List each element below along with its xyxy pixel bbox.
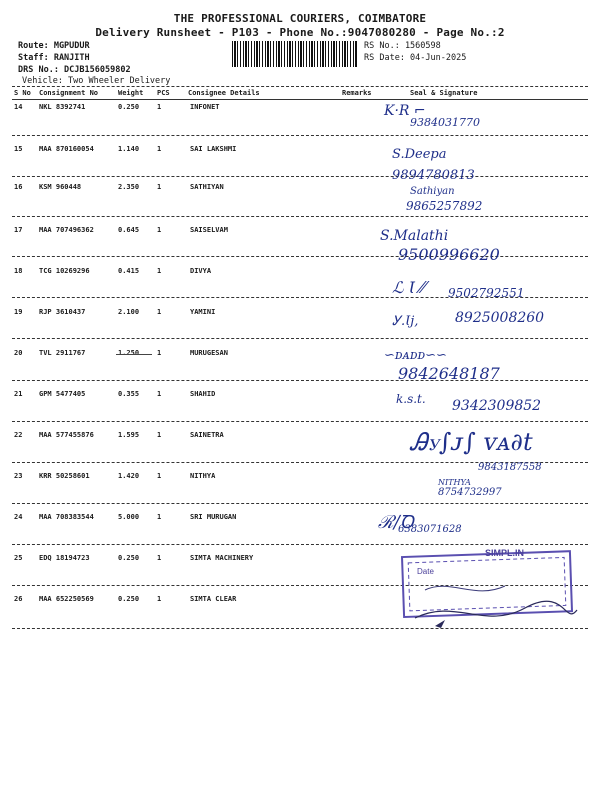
row-pcs: 1	[157, 183, 162, 191]
row-sno: 18	[14, 267, 23, 275]
phone-22: 9843187558	[478, 462, 542, 473]
signature-16: Sathiyan	[410, 186, 455, 197]
row-pcs: 1	[157, 431, 162, 439]
staff-label: Staff: RANJITH	[18, 53, 90, 63]
strike-mark	[116, 354, 152, 355]
table-row	[0, 472, 600, 513]
signature-19: Ꭹ.Ꙇj,	[392, 314, 419, 329]
row-consignment: MAA 708383544	[39, 513, 94, 521]
col-consignee: Consignee Details	[188, 89, 260, 97]
phone-23: 8754732997	[438, 487, 502, 498]
row-divider	[12, 256, 588, 257]
row-pcs: 1	[157, 226, 162, 234]
col-pcs: PCS	[157, 89, 170, 97]
row-pcs: 1	[157, 349, 162, 357]
row-sno: 16	[14, 183, 23, 191]
row-weight: 0.250	[118, 554, 140, 562]
row-consignee: SHAHID	[190, 390, 216, 398]
row-weight: 1.595	[118, 431, 140, 439]
row-weight: 2.100	[118, 308, 140, 316]
signature-18: ℒ Ꙇ ⁄⁄	[392, 278, 426, 297]
row-consignee: INFONET	[190, 103, 220, 111]
row-divider	[12, 421, 588, 422]
row-divider	[12, 176, 588, 177]
phone-21: 9342309852	[452, 398, 542, 414]
runsheet-subtitle: Delivery Runsheet - P103 - Phone No.:9047080280 - Page No.:2	[95, 26, 505, 39]
row-pcs: 1	[157, 145, 162, 153]
row-consignee: SAINETRA	[190, 431, 224, 439]
phone-24: 6383071628	[398, 524, 462, 535]
row-consignment: TCG 10269296	[39, 267, 90, 275]
row-divider	[12, 503, 588, 504]
company-title: THE PROFESSIONAL COURIERS, COIMBATORE	[173, 12, 427, 25]
row-consignee: SAISELVAM	[190, 226, 228, 234]
row-sno: 21	[14, 390, 23, 398]
row-pcs: 1	[157, 513, 162, 521]
row-pcs: 1	[157, 595, 162, 603]
row-consignment: TVL 2911767	[39, 349, 86, 357]
row-sno: 23	[14, 472, 23, 480]
row-weight: 0.250	[118, 103, 140, 111]
row-pcs: 1	[157, 554, 162, 562]
row-consignee: MURUGESAN	[190, 349, 228, 357]
table-row	[0, 145, 600, 186]
row-sno: 15	[14, 145, 23, 153]
row-weight: 0.250	[118, 595, 140, 603]
row-consignee: YAMINI	[190, 308, 216, 316]
rs-date: RS Date: 04-Jun-2025	[364, 53, 467, 63]
table-row	[0, 103, 600, 144]
row-consignment: MAA 707496362	[39, 226, 94, 234]
signature-15: S.Deepa	[392, 147, 447, 162]
rs-number: RS No.: 1560598	[364, 41, 441, 51]
col-remarks: Remarks	[342, 89, 372, 97]
row-divider	[12, 380, 588, 381]
row-divider	[12, 338, 588, 339]
phone-15: 9894780813	[392, 168, 475, 183]
col-consignment: Consignment No	[39, 89, 99, 97]
route-label: Route: MGPUDUR	[18, 41, 90, 51]
signature-24: ℛ∕Ꝺ	[378, 512, 414, 533]
row-sno: 26	[14, 595, 23, 603]
table-row	[0, 183, 600, 224]
col-sno: S No	[14, 89, 31, 97]
row-consignee: DIVYA	[190, 267, 212, 275]
row-weight: 0.415	[118, 267, 140, 275]
row-weight: 1.250	[118, 349, 140, 357]
phone-20: 9842648187	[398, 364, 500, 383]
phone-17: 9500996620	[398, 245, 500, 264]
stamp-date-label: Date	[417, 567, 434, 576]
row-weight: 5.000	[118, 513, 140, 521]
vehicle-label: Vehicle: Two Wheeler Delivery	[22, 76, 171, 86]
row-sno: 20	[14, 349, 23, 357]
col-seal: Seal & Signature	[410, 89, 478, 97]
phone-18: 9502792551	[448, 286, 525, 300]
row-pcs: 1	[157, 267, 162, 275]
row-pcs: 1	[157, 390, 162, 398]
row-weight: 1.420	[118, 472, 140, 480]
row-sno: 24	[14, 513, 23, 521]
row-pcs: 1	[157, 103, 162, 111]
signature-17: S.Malathi	[380, 228, 449, 244]
row-consignment: KRR 50258601	[39, 472, 90, 480]
signature-20: ∽ᴅᴀᴅᴅ∽∽	[384, 348, 447, 363]
row-weight: 0.355	[118, 390, 140, 398]
header-divider-bottom	[12, 99, 588, 100]
header-divider-top	[12, 86, 588, 87]
phone-19: 8925008260	[455, 310, 545, 326]
phone-14: 9384031770	[410, 116, 480, 129]
row-divider	[12, 135, 588, 136]
signature-21: k.s.t.	[396, 392, 426, 406]
row-sno: 17	[14, 226, 23, 234]
company-stamp	[395, 538, 585, 633]
row-consignee: SIMTA MACHINERY	[190, 554, 254, 562]
row-consignment: MAA 577455876	[39, 431, 94, 439]
row-consignment: MAA 652250569	[39, 595, 94, 603]
row-consignment: EDQ 18194723	[39, 554, 90, 562]
row-sno: 22	[14, 431, 23, 439]
table-row	[0, 226, 600, 267]
row-consignment: KSM 960448	[39, 183, 82, 191]
row-consignee: SATHIYAN	[190, 183, 224, 191]
table-row	[0, 349, 600, 390]
row-consignment: GPM 5477405	[39, 390, 86, 398]
row-consignee: NITHYA	[190, 472, 216, 480]
stamp-text: SIMPL.IN	[485, 548, 525, 558]
row-consignee: SAI LAKSHMI	[190, 145, 237, 153]
row-consignment: MAA 870160054	[39, 145, 94, 153]
row-pcs: 1	[157, 308, 162, 316]
signature-14: K·R ⌐	[384, 103, 426, 119]
row-divider	[12, 216, 588, 217]
row-consignment: RJP 3610437	[39, 308, 86, 316]
col-weight: Weight	[118, 89, 144, 97]
row-consignee: SIMTA CLEAR	[190, 595, 237, 603]
phone-16: 9865257892	[406, 199, 483, 213]
row-consignee: SRI MURUGAN	[190, 513, 237, 521]
row-weight: 1.140	[118, 145, 140, 153]
signature-23: NITHYA	[438, 478, 471, 487]
row-sno: 25	[14, 554, 23, 562]
row-pcs: 1	[157, 472, 162, 480]
row-weight: 0.645	[118, 226, 140, 234]
signature-22: Ꭿꭹ∫ᴊ∫ ᴠᴀ∂t	[410, 428, 533, 456]
drs-number: DRS No.: DCJB156059802	[18, 65, 131, 75]
row-weight: 2.350	[118, 183, 140, 191]
barcode-image	[232, 41, 358, 67]
row-sno: 14	[14, 103, 23, 111]
row-sno: 19	[14, 308, 23, 316]
row-consignment: NKL 8392741	[39, 103, 86, 111]
